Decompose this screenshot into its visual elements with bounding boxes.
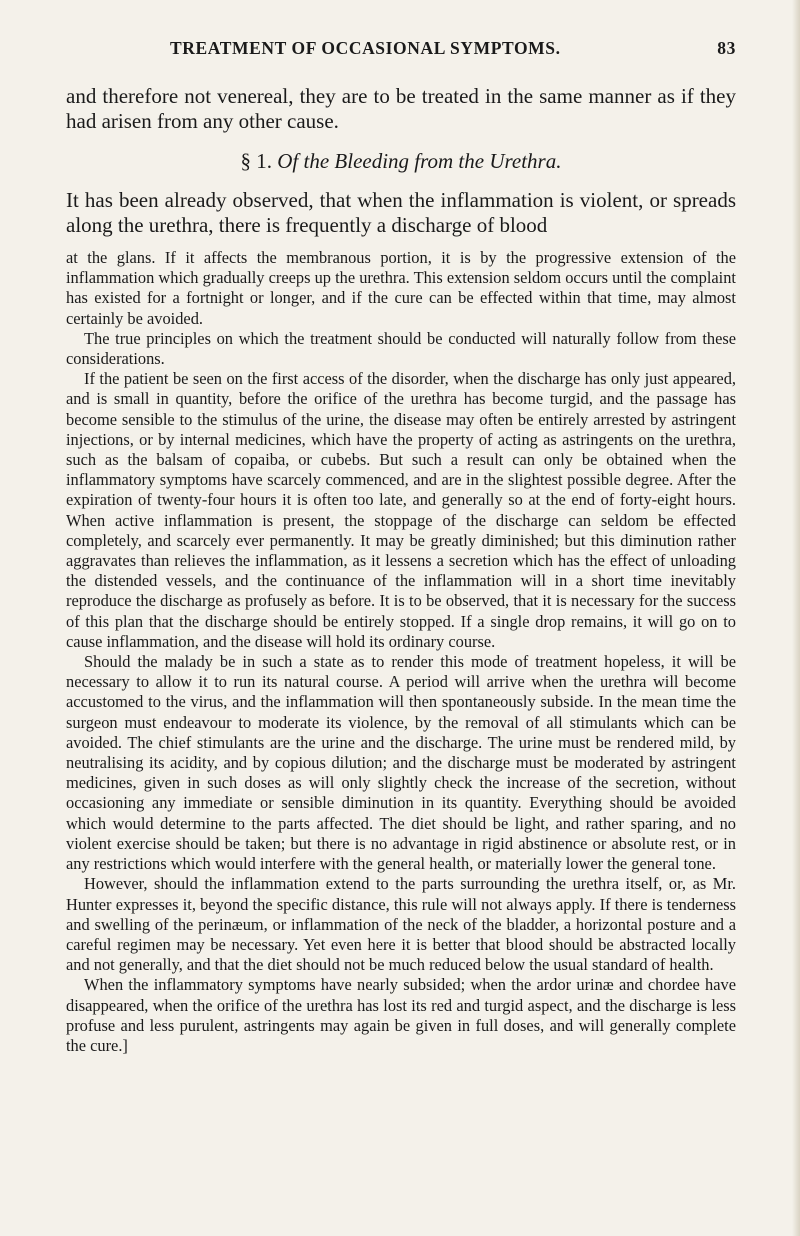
running-title: TREATMENT OF OCCASIONAL SYMPTOMS. (170, 38, 561, 58)
lead-paragraph: and therefore not venereal, they are to be treated in the same manner as if they had arisen from any other cause. (66, 84, 736, 133)
body-paragraph-1: at the glans. If it affects the membranous portion, it is by the progressive extension of the inflammation which gradually creeps up the urethra. This extension seldom occurs until the complaint has existed for a fortnight or longer, and if the cure can be effected within that time, may almost certainly be avoided. (66, 248, 736, 328)
running-header (66, 34, 736, 64)
body-paragraph-2: The true principles on which the treatment should be conducted will naturally follow from these considerations. (66, 328, 736, 369)
section-number: § 1. (240, 149, 272, 173)
page-number: 83 (717, 38, 736, 58)
section-title: Of the Bleeding from the Urethra. (277, 149, 562, 173)
body-paragraph-3: If the patient be seen on the first access of the disorder, when the discharge has only just appeared, and is small in quantity, before the orifice of the urethra has become turgid, and the passage has become sensible to the stimulus of the urine, the disease may often be entirely arrested by astringent injections, or by internal medicines, which have the property of acting as astringents on the urethra, such as the balsam of copaiba, or cubebs. But such a result can only be obtained when the inflammatory symptoms have scarcely commenced, and are in the slightest possible degree. After the expiration of twenty-four hours it is often too late, and generally so at the end of forty-eight hours. When active inflammation is present, the stoppage of the discharge can seldom be effected completely, and scarcely ever permanently. It may be greatly diminished; but this diminution rather aggravates than relieves the inflammation, as it lessens a secretion which has the effect of unloading the distended vessels, and the continuance of the inflammation will in a short time inevitably reproduce the discharge as profusely as before. It is to be observed, that it is necessary for the success of this plan that the discharge should be entirely stopped. If a single drop remains, it will go on to cause inflammation, and the disease will hold its ordinary course. (66, 369, 736, 651)
page-edge-shadow (792, 0, 800, 1236)
body-paragraph-5: However, should the inflammation extend to the parts surrounding the urethra itself, or, as Mr. Hunter expresses it, beyond the specific distance, this rule will not always apply. If there is tenderness and swelling of the perinæum, or inflammation of the neck of the bladder, a horizontal posture and a careful regimen may be necessary. Yet even here it is better that blood should be abstracted locally and not generally, and that the diet should not be much reduced below the usual standard of health. (66, 874, 736, 975)
body-paragraph-6: When the inflammatory symptoms have nearly subsided; when the ardor urinæ and chordee have disappeared, when the orifice of the urethra has lost its red and turgid aspect, and the discharge is less profuse and less purulent, astringents may again be given in full doses, and will generally complete the cure.] (66, 975, 736, 1055)
body-paragraph-4: Should the malady be in such a state as to render this mode of treatment hopeless, it will be necessary to allow it to run its natural course. A period will arrive when the urethra will become accustomed to the virus, and the inflammation will then spontaneously subside. In the mean time the surgeon must endeavour to moderate its violence, by the removal of all stimulants which can be avoided. The chief stimulants are the urine and the discharge. The urine must be rendered mild, by neutralising its acidity, and by copious dilution; and the discharge must be moderated by astringent medicines, given in such doses as will only slightly check the increase of the secretion, without occasioning any immediate or sensible diminution in its quantity. Everything should be avoided which would determine to the parts affected. The diet should be light, and rather sparing, and no violent exercise should be taken; but there is no advantage in rigid abstinence or absolute rest, or in any restrictions which would interfere with the general health, or materially lower the general tone. (66, 652, 736, 874)
book-page (66, 34, 736, 1056)
section-heading (66, 148, 736, 174)
section-opening-paragraph: It has been already observed, that when the inflammation is violent, or spreads along the urethra, there is frequently a discharge of blood (66, 188, 736, 237)
